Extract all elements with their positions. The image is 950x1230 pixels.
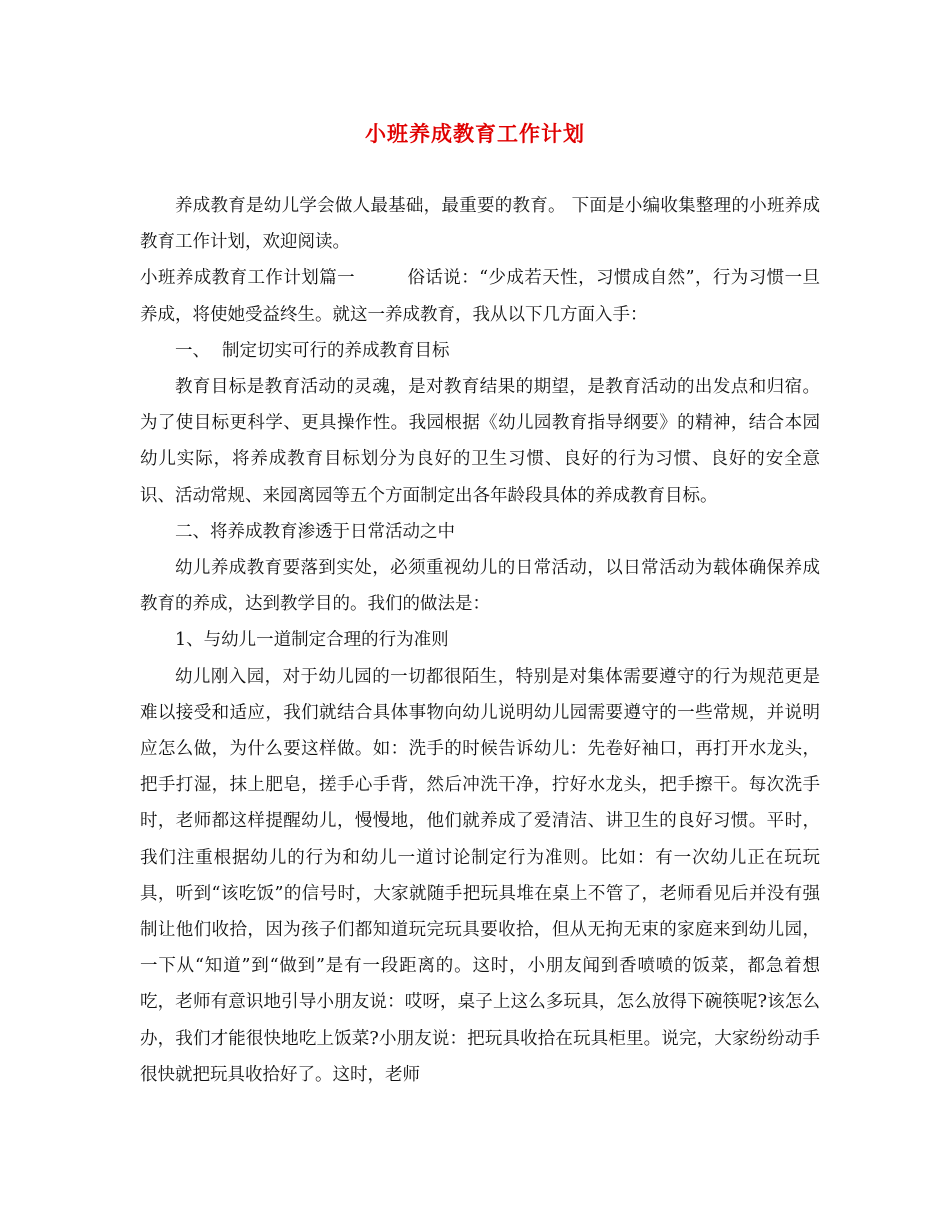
section-number: 一、 — [175, 340, 210, 361]
part1-heading: 小班养成教育工作计划篇一 — [140, 268, 356, 289]
paragraph-intro: 养成教育是幼儿学会做人最基础，最重要的教育。 下面是小编收集整理的小班养成教育工作计划，欢迎阅读。 — [140, 196, 820, 253]
list-item-1: 1、与幼儿一道制定合理的行为准则 — [175, 630, 449, 651]
paragraph-rules: 幼儿刚入园，对于幼儿园的一切都很陌生，特别是对集体需要遵守的行为规范更是难以接受和适应，我们就结合具体事物向幼儿说明幼儿园需要遵守的一些常规，并说明应怎么做，为什么要这样做。如：洗手的时候告诉幼儿：先卷好袖口，再打开水龙头，把手打湿，抹上肥皂，搓手心手背，然后冲洗干净，拧好水龙头，把手擦干。每次洗手时，老师都这样提醒幼儿，慢慢地，他们就养成了爱清洁、讲卫生的良好习惯。平时，我们注重根据幼儿的行为和幼儿一道讨论制定行为准则。比如：有一次幼儿正在玩玩具，听到“该吃饭”的信号时，大家就随手把玩具堆在桌上不管了，老师看见后并没有强制让他们收拾，因为孩子们都知道玩完玩具要收拾，但从无拘无束的家庭来到幼儿园，一下从“知道”到“做到”是有一段距离的。这时，小朋友闻到香喷喷的饭菜，都急着想吃，老师有意识地引导小朋友说：哎呀，桌子上这么多玩具，怎么放得下碗筷呢?该怎么办，我们才能很快地吃上饭菜?小朋友说：把玩具收拾在玩具柜里。说完，大家纷纷动手很快就把玩具收拾好了。这时，老师 — [140, 666, 820, 1085]
part1-text: 俗话说：“少成若天性，习惯成自然”，行为习惯一旦养成，将使她受益终生。就这一养成教育，我从以下几方面入手： — [140, 268, 820, 325]
document-body — [140, 188, 820, 1093]
paragraph-part1 — [140, 260, 820, 332]
section-heading-2: 二、将养成教育渗透于日常活动之中 — [175, 521, 455, 542]
document-title: 小班养成教育工作计划 — [365, 121, 585, 146]
section-title: 制定切实可行的养成教育目标 — [222, 340, 450, 361]
paragraph-goal: 教育目标是教育活动的灵魂，是对教育结果的期望，是教育活动的出发点和归宿。为了使目标更科学、更具操作性。我园根据《幼儿园教育指导纲要》的精神，结合本园幼儿实际，将养成教育目标划分为良好的卫生习惯、良好的行为习惯、良好的安全意识、活动常规、来园离园等五个方面制定出各年龄段具体的养成教育目标。 — [140, 377, 820, 506]
paragraph-daily: 幼儿养成教育要落到实处，必须重视幼儿的日常活动，以日常活动为载体确保养成教育的养成，达到教学目的。我们的做法是： — [140, 558, 820, 615]
section-heading-1 — [140, 333, 820, 369]
